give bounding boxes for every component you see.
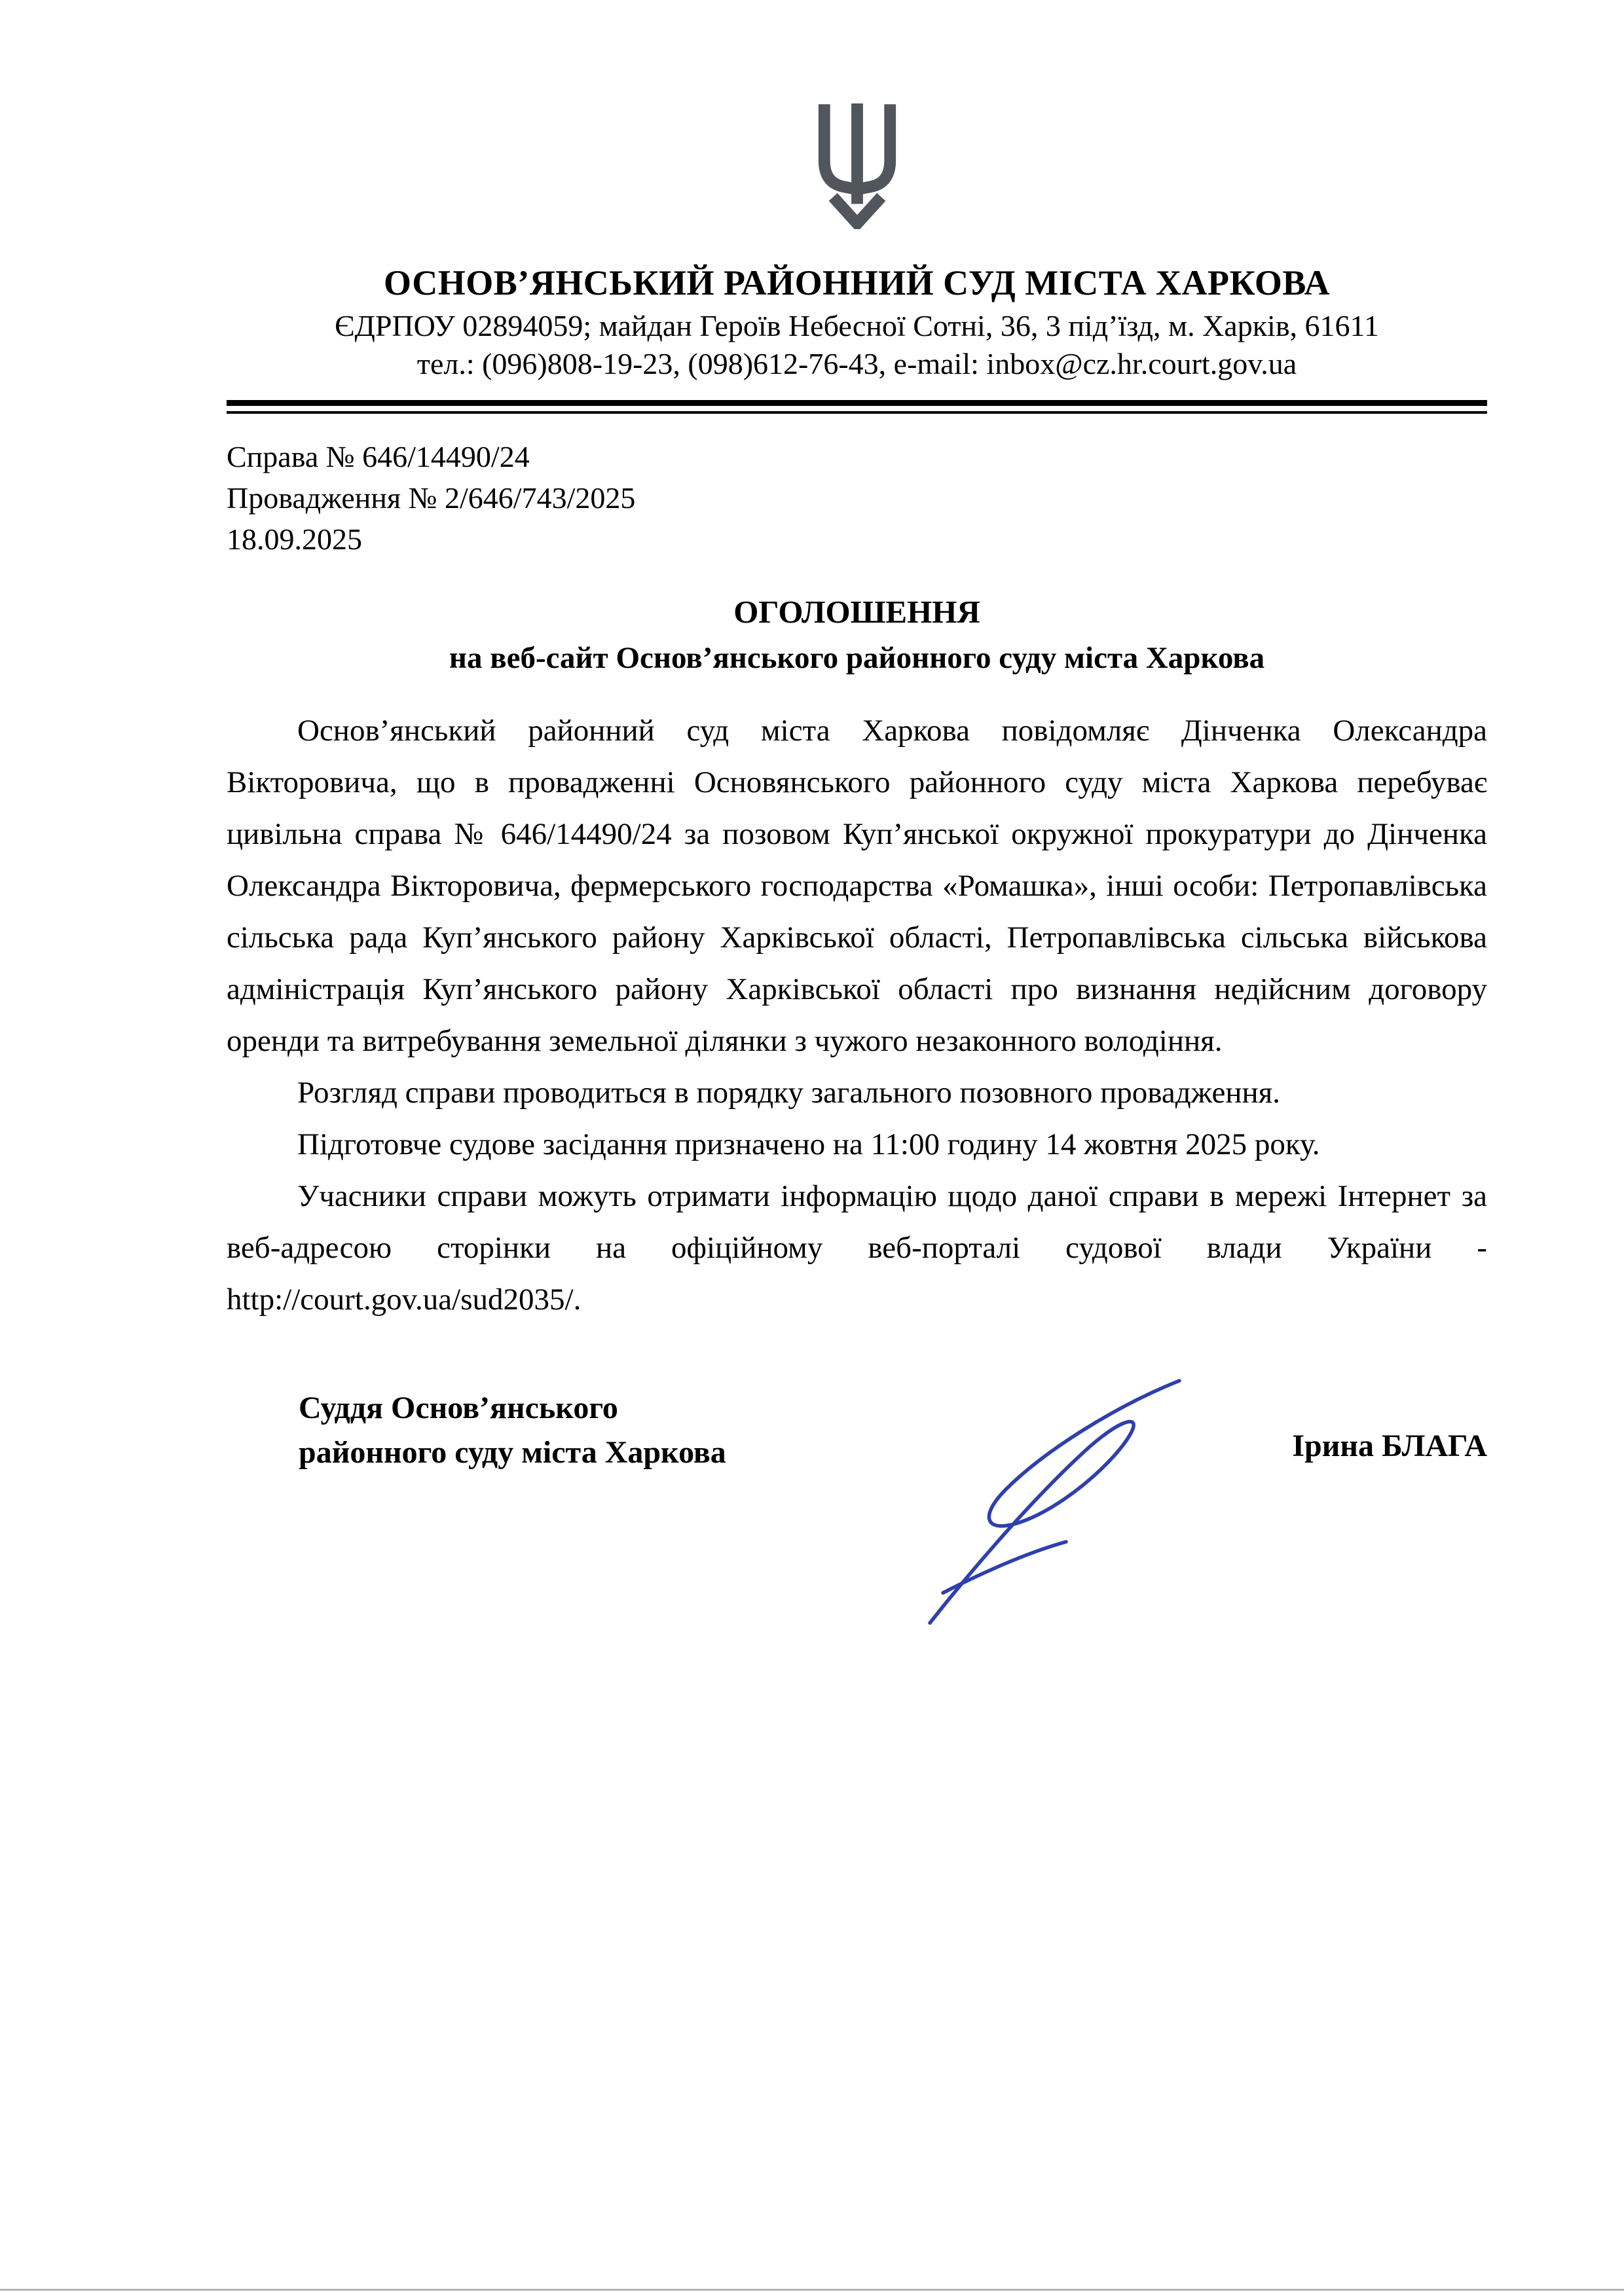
document-date: 18.09.2025 [227,522,362,556]
body-paragraph: Основ’янський районний суд міста Харкова повідомляє Дінченка Олександра Вікторовича, що в провадженні Основянського районного суду міста Харкова перебуває цивільна справа № 646/14490/24 за позовом Куп’янської окружної прокуратури до Дінченка Олександра Вікторовича, фермерського господарства «Ромашка», інші особи: Петропавлівська сільська рада Куп’янського району Харківської області, Петропавлівська сільська військова адміністрація Куп’янського району Харківської області про визнання недійсним договору оренди та витребування земельної ділянки з чужого незаконного володіння. [227,714,1487,1058]
case-info-block [227,436,1487,560]
case-number: Справа № 646/14490/24 [227,440,530,473]
signature-block [227,1386,1487,1475]
document-title: ОГОЛОШЕННЯ [733,594,980,630]
ukraine-trident-icon [804,103,910,229]
body-paragraph: Розгляд справи проводиться в порядку загального позовного провадження. [297,1076,1281,1110]
header-divider [227,400,1487,414]
document-body [227,705,1487,1326]
emblem-container [227,103,1487,232]
body-paragraph: Учасники справи можуть отримати інформацію щодо даної справи в мережі Інтернет за веб-адресою сторінки на офіційному веб-порталі судової влади України - http://court.gov.ua/sud2035/. [227,1179,1487,1317]
document-subtitle: на веб-сайт Основ’янського районного суду міста Харкова [449,641,1265,675]
divider-thick-line [227,400,1487,406]
page-edge-line [0,2289,1624,2291]
court-address: ЄДРПОУ 02894059; майдан Героїв Небесної Сотні, 36, 3 під’їзд, м. Харків, 61611 [335,309,1379,342]
proceeding-number: Провадження № 2/646/743/2025 [227,481,636,515]
court-contacts: тел.: (096)808-19-23, (098)612-76-43, e-mail: inbox@cz.hr.court.gov.ua [416,347,1297,380]
judge-position-line1: Суддя Основ’янського [299,1391,618,1425]
judge-position-line2: районного суду міста Харкова [299,1435,726,1470]
court-name: ОСНОВ’ЯНСЬКИЙ РАЙОННИЙ СУД МІСТА ХАРКОВА [384,263,1330,302]
judge-name: Ірина БЛАГА [1292,1429,1487,1463]
divider-thin-line [227,411,1487,414]
body-paragraph: Підготовче судове засідання призначено на 11:00 годину 14 жовтня 2025 року. [297,1127,1320,1161]
